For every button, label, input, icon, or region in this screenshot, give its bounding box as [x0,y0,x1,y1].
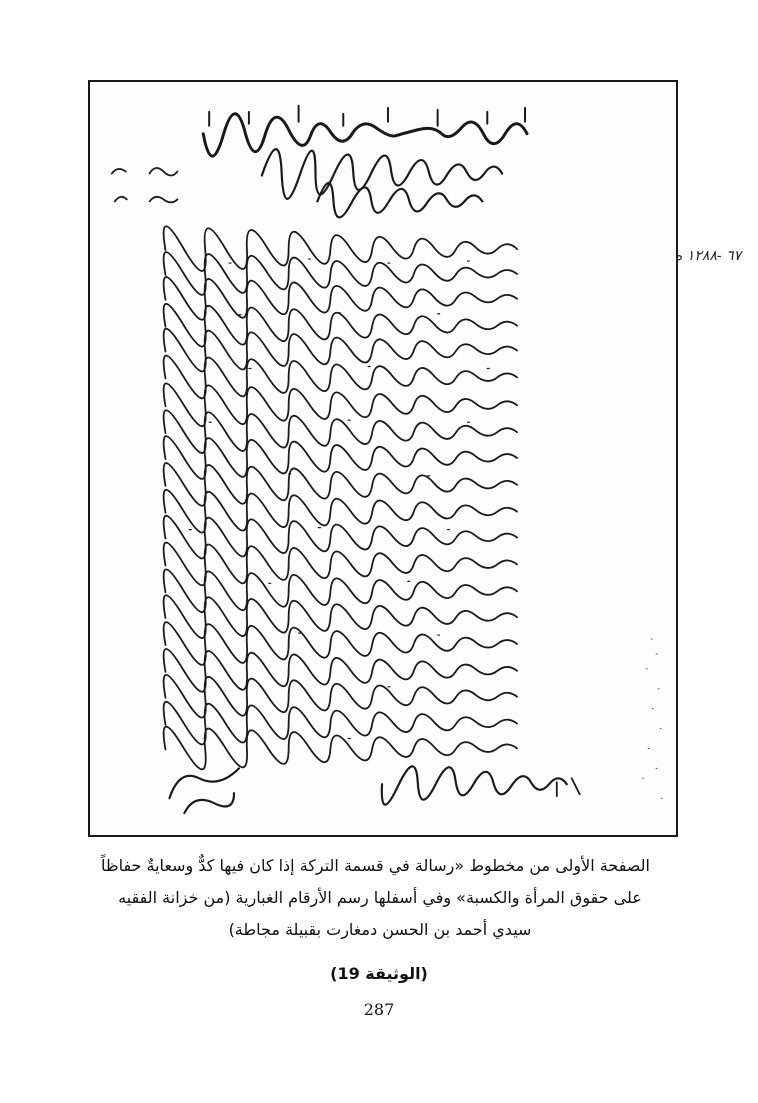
manuscript-frame [88,80,742,837]
figure-caption [100,850,650,946]
margin-date-note: ٦٧ -١٢٨٨ ه [675,248,742,264]
manuscript-image [90,82,676,835]
caption-line-2: على حقوق المرأة والكسبة» وفي أسفلها رسم الأرقام الغبارية (من خزانة الفقيه [118,888,642,907]
document-label: (الوثيقة 19) [330,964,428,983]
page-number: 287 [363,1000,395,1019]
caption-line-3: سيدي أحمد بن الحسن دمغارت بقبيلة مجاطة) [228,920,532,939]
caption-line-1: الصفحة الأولى من مخطوط «رسالة في قسمة التركة إذا كان فيها كدٌّ وسعايةٌ حفاظاً [100,856,650,875]
